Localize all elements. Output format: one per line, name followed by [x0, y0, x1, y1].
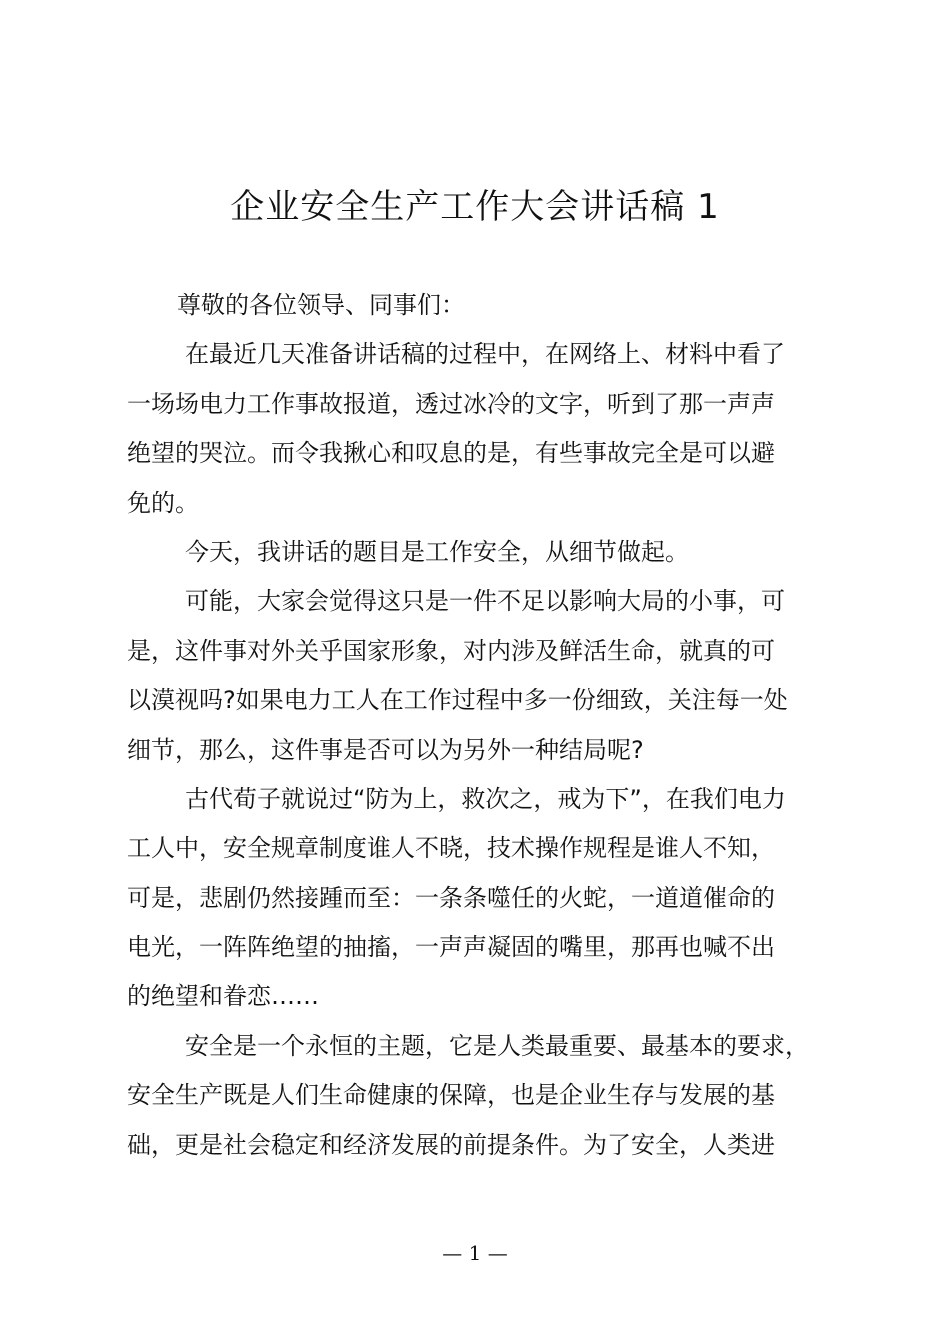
document-body [127, 281, 847, 1170]
salutation: 尊敬的各位领导、同事们： [177, 291, 465, 319]
paragraph-line: 安全生产既是人们生命健康的保障，也是企业生存与发展的基 [127, 1081, 775, 1110]
paragraph-line: 电光，一阵阵绝望的抽搐，一声声凝固的嘴里，那再也喊不出 [127, 933, 775, 962]
paragraph-line: 免的。 [127, 488, 199, 517]
paragraph-line: 安全是一个永恒的主题，它是人类最重要、最基本的要求， [185, 1031, 809, 1060]
paragraph-line: 可能，大家会觉得这只是一件不足以影响大局的小事，可 [185, 587, 785, 616]
paragraph-line: 在最近几天准备讲话稿的过程中，在网络上、材料中看了 [185, 340, 785, 369]
paragraph-line: 今天，我讲话的题目是工作安全，从细节做起。 [185, 537, 689, 566]
paragraph-line: 是，这件事对外关乎国家形象，对内涉及鲜活生命，就真的可 [127, 636, 775, 665]
paragraph-line: 绝望的哭泣。而令我揪心和叹息的是，有些事故完全是可以避 [127, 439, 775, 468]
paragraph-line: 工人中，安全规章制度谁人不晓，技术操作规程是谁人不知， [127, 834, 775, 863]
paragraph-line: 以漠视吗?如果电力工人在工作过程中多一份细致，关注每一处 [127, 686, 788, 715]
paragraph-line: 古代荀子就说过“防为上，救次之，戒为下”，在我们电力 [185, 784, 786, 813]
paragraph-line: 础，更是社会稳定和经济发展的前提条件。为了安全，人类进 [127, 1130, 775, 1159]
paragraph-line: 可是，悲剧仍然接踵而至：一条条噬任的火蛇，一道道催命的 [127, 883, 775, 912]
paragraph-line: 细节，那么，这件事是否可以为另外一种结局呢? [127, 735, 644, 764]
paragraph-line: 的绝望和眷恋…… [127, 982, 319, 1011]
paragraph-line: 一场场电力工作事故报道，透过冰冷的文字，听到了那一声声 [127, 389, 775, 418]
document-title: 企业安全生产工作大会讲话稿 1 [230, 187, 720, 227]
page-number: — 1 — [442, 1241, 508, 1265]
